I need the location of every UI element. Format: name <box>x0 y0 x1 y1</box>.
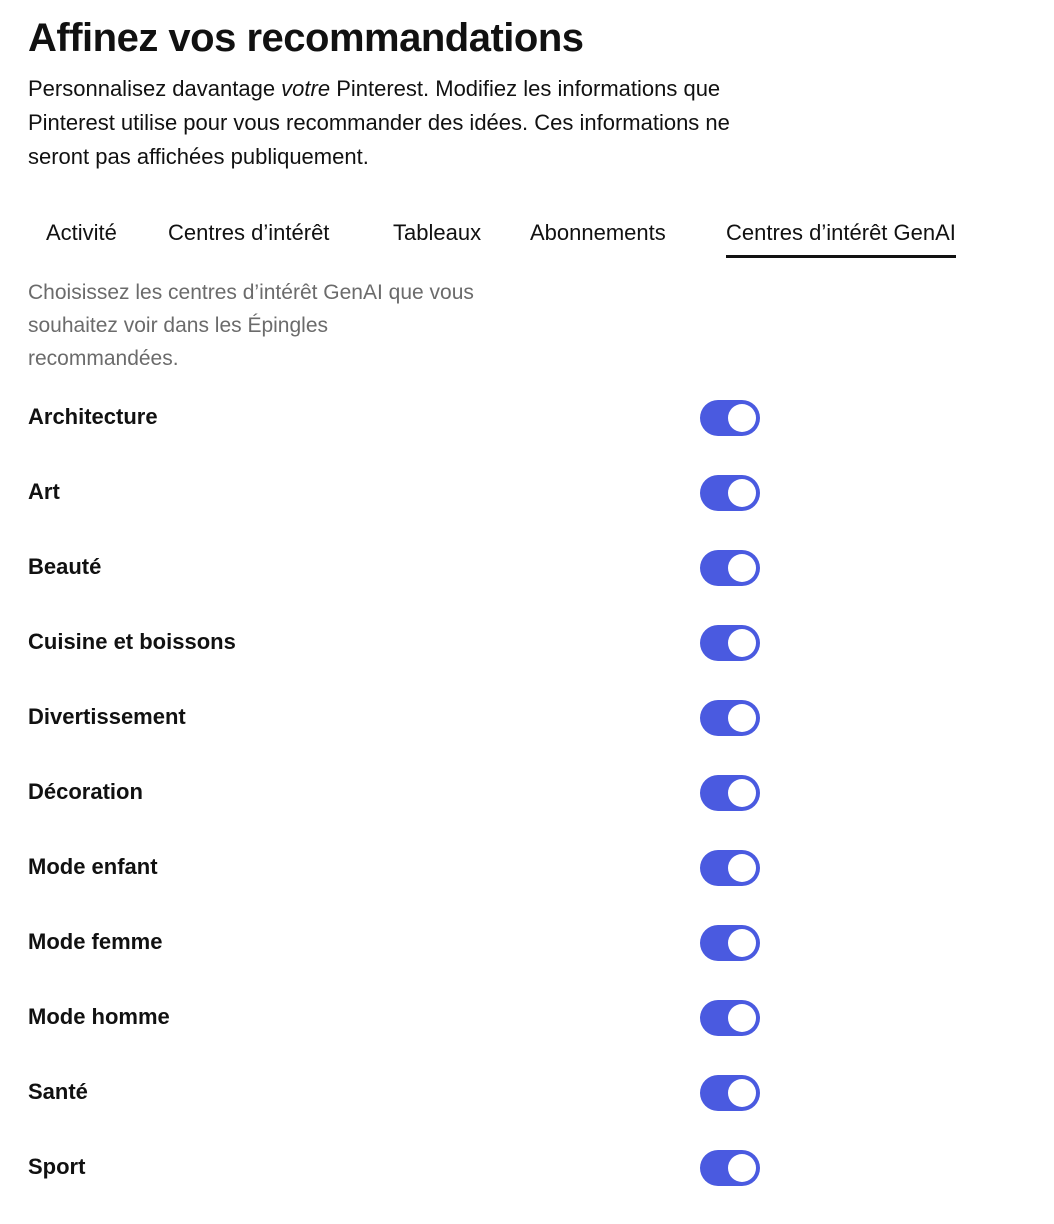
interest-toggle[interactable] <box>700 1075 760 1111</box>
interest-row <box>28 680 768 755</box>
interest-label: Divertissement <box>28 704 186 729</box>
toggle-knob <box>728 404 756 432</box>
tab-tableaux[interactable]: Tableaux <box>393 220 482 245</box>
toggle-knob <box>728 704 756 732</box>
tab-activite[interactable]: Activité <box>46 220 117 245</box>
interest-label: Décoration <box>28 779 143 804</box>
interest-label: Architecture <box>28 404 158 429</box>
interest-toggle[interactable] <box>700 625 760 661</box>
intro-text <box>28 72 788 174</box>
interest-row <box>28 605 768 680</box>
toggle-knob <box>728 479 756 507</box>
intro-text-end: Pinterest. Modifiez les informations que Pinterest utilise pour vous recommander des idées. Ces informations ne seront pas affichées publiquement. <box>28 76 730 169</box>
interest-label: Cuisine et boissons <box>28 629 236 654</box>
interest-label: Mode enfant <box>28 854 158 879</box>
toggle-knob <box>728 1079 756 1107</box>
toggle-knob <box>728 629 756 657</box>
interest-label: Beauté <box>28 554 102 579</box>
toggle-knob <box>728 554 756 582</box>
tab-centres-interet[interactable]: Centres d’intérêt <box>168 220 330 245</box>
interest-row <box>28 530 768 605</box>
interest-label: Santé <box>28 1079 88 1104</box>
page-title: Affinez vos recommandations <box>28 16 584 60</box>
interest-toggle[interactable] <box>700 1150 760 1186</box>
toggle-knob <box>728 779 756 807</box>
interest-toggle[interactable] <box>700 700 760 736</box>
interest-row <box>28 755 768 830</box>
interest-row <box>28 830 768 905</box>
interest-row <box>28 1130 768 1205</box>
interest-label: Mode homme <box>28 1004 170 1029</box>
interest-row <box>28 980 768 1055</box>
intro-text-start: Personnalisez davantage <box>28 76 282 101</box>
interest-toggle[interactable] <box>700 850 760 886</box>
tab-centres-interet-genai[interactable]: Centres d’intérêt GenAI <box>726 212 956 258</box>
interest-toggle[interactable] <box>700 1000 760 1036</box>
interest-row <box>28 455 768 530</box>
interest-toggle[interactable] <box>700 925 760 961</box>
helper-text: Choisissez les centres d’intérêt GenAI que vous souhaitez voir dans les Épingles recommandées. <box>28 281 474 370</box>
tab-bar <box>28 212 1028 260</box>
interest-row <box>28 1055 768 1130</box>
interest-toggle[interactable] <box>700 775 760 811</box>
toggle-knob <box>728 929 756 957</box>
toggle-knob <box>728 1004 756 1032</box>
interest-label: Sport <box>28 1154 86 1179</box>
interest-toggle[interactable] <box>700 475 760 511</box>
interest-label: Mode femme <box>28 929 163 954</box>
toggle-knob <box>728 1154 756 1182</box>
toggle-knob <box>728 854 756 882</box>
interest-label: Art <box>28 479 60 504</box>
interest-row <box>28 905 768 980</box>
interest-row <box>28 380 768 455</box>
interest-toggle[interactable] <box>700 400 760 436</box>
intro-emphasis: votre <box>281 76 331 101</box>
tab-abonnements[interactable]: Abonnements <box>530 220 666 245</box>
interest-list <box>28 380 768 1205</box>
interest-toggle[interactable] <box>700 550 760 586</box>
